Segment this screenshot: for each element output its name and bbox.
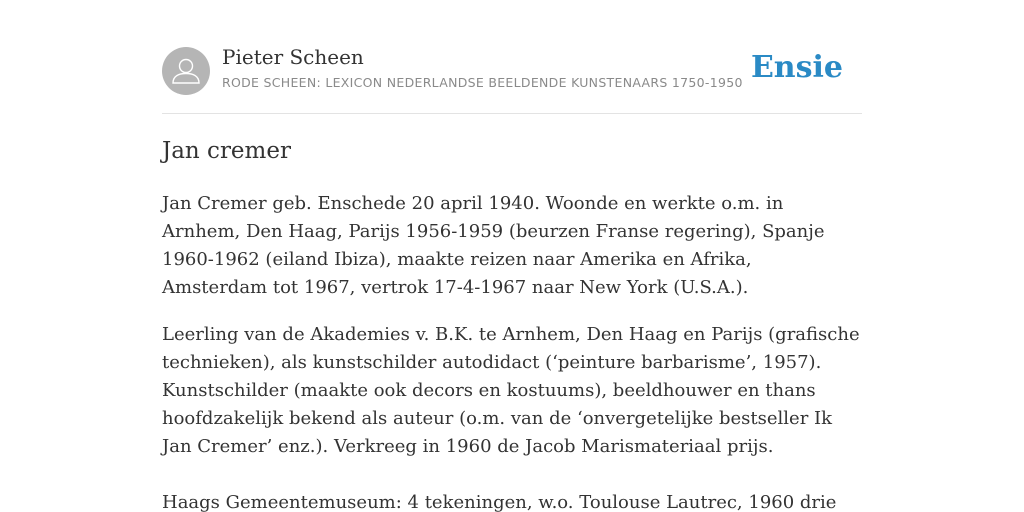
article-paragraph: Haags Gemeentemuseum: 4 tekeningen, w.o. Toulouse Lautrec, 1960 drie: [162, 492, 837, 512]
author-avatar[interactable]: [162, 47, 210, 95]
article-title: Jan cremer: [162, 138, 291, 164]
article-body: [162, 190, 862, 512]
article-header: [162, 45, 862, 113]
article-paragraph: Jan Cremer geb. Enschede 20 april 1940. Woonde en werkte o.m. in Arnhem, Den Haag, Parijs 1956-1959 (beurzen Franse regering), Spanje 1960-1962 (eiland Ibiza), maakte reizen naar Amerika en Afrika, Amsterdam tot 1967, vertrok 17-4-1967 naar New York (U.S.A.).: [162, 193, 825, 298]
user-icon: [162, 47, 210, 95]
ensie-logo[interactable]: Ensie: [750, 50, 843, 85]
header-divider: [162, 113, 862, 114]
author-name[interactable]: Pieter Scheen: [222, 45, 364, 69]
source-title[interactable]: RODE SCHEEN: LEXICON NEDERLANDSE BEELDENDE KUNSTENAARS 1750-1950: [222, 75, 743, 90]
article-paragraph: Leerling van de Akademies v. B.K. te Arnhem, Den Haag en Parijs (grafische technieken), als kunstschilder autodidact (‘peinture barbarisme’, 1957). Kunstschilder (maakte ook decors en kostuums), beeldhouwer en thans hoofdzakelijk bekend als auteur (o.m. van de ‘onvergetelijke bestseller Ik Jan Cremer’ enz.). Verkreeg in 1960 de Jacob Marismateriaal prijs.: [162, 324, 860, 457]
